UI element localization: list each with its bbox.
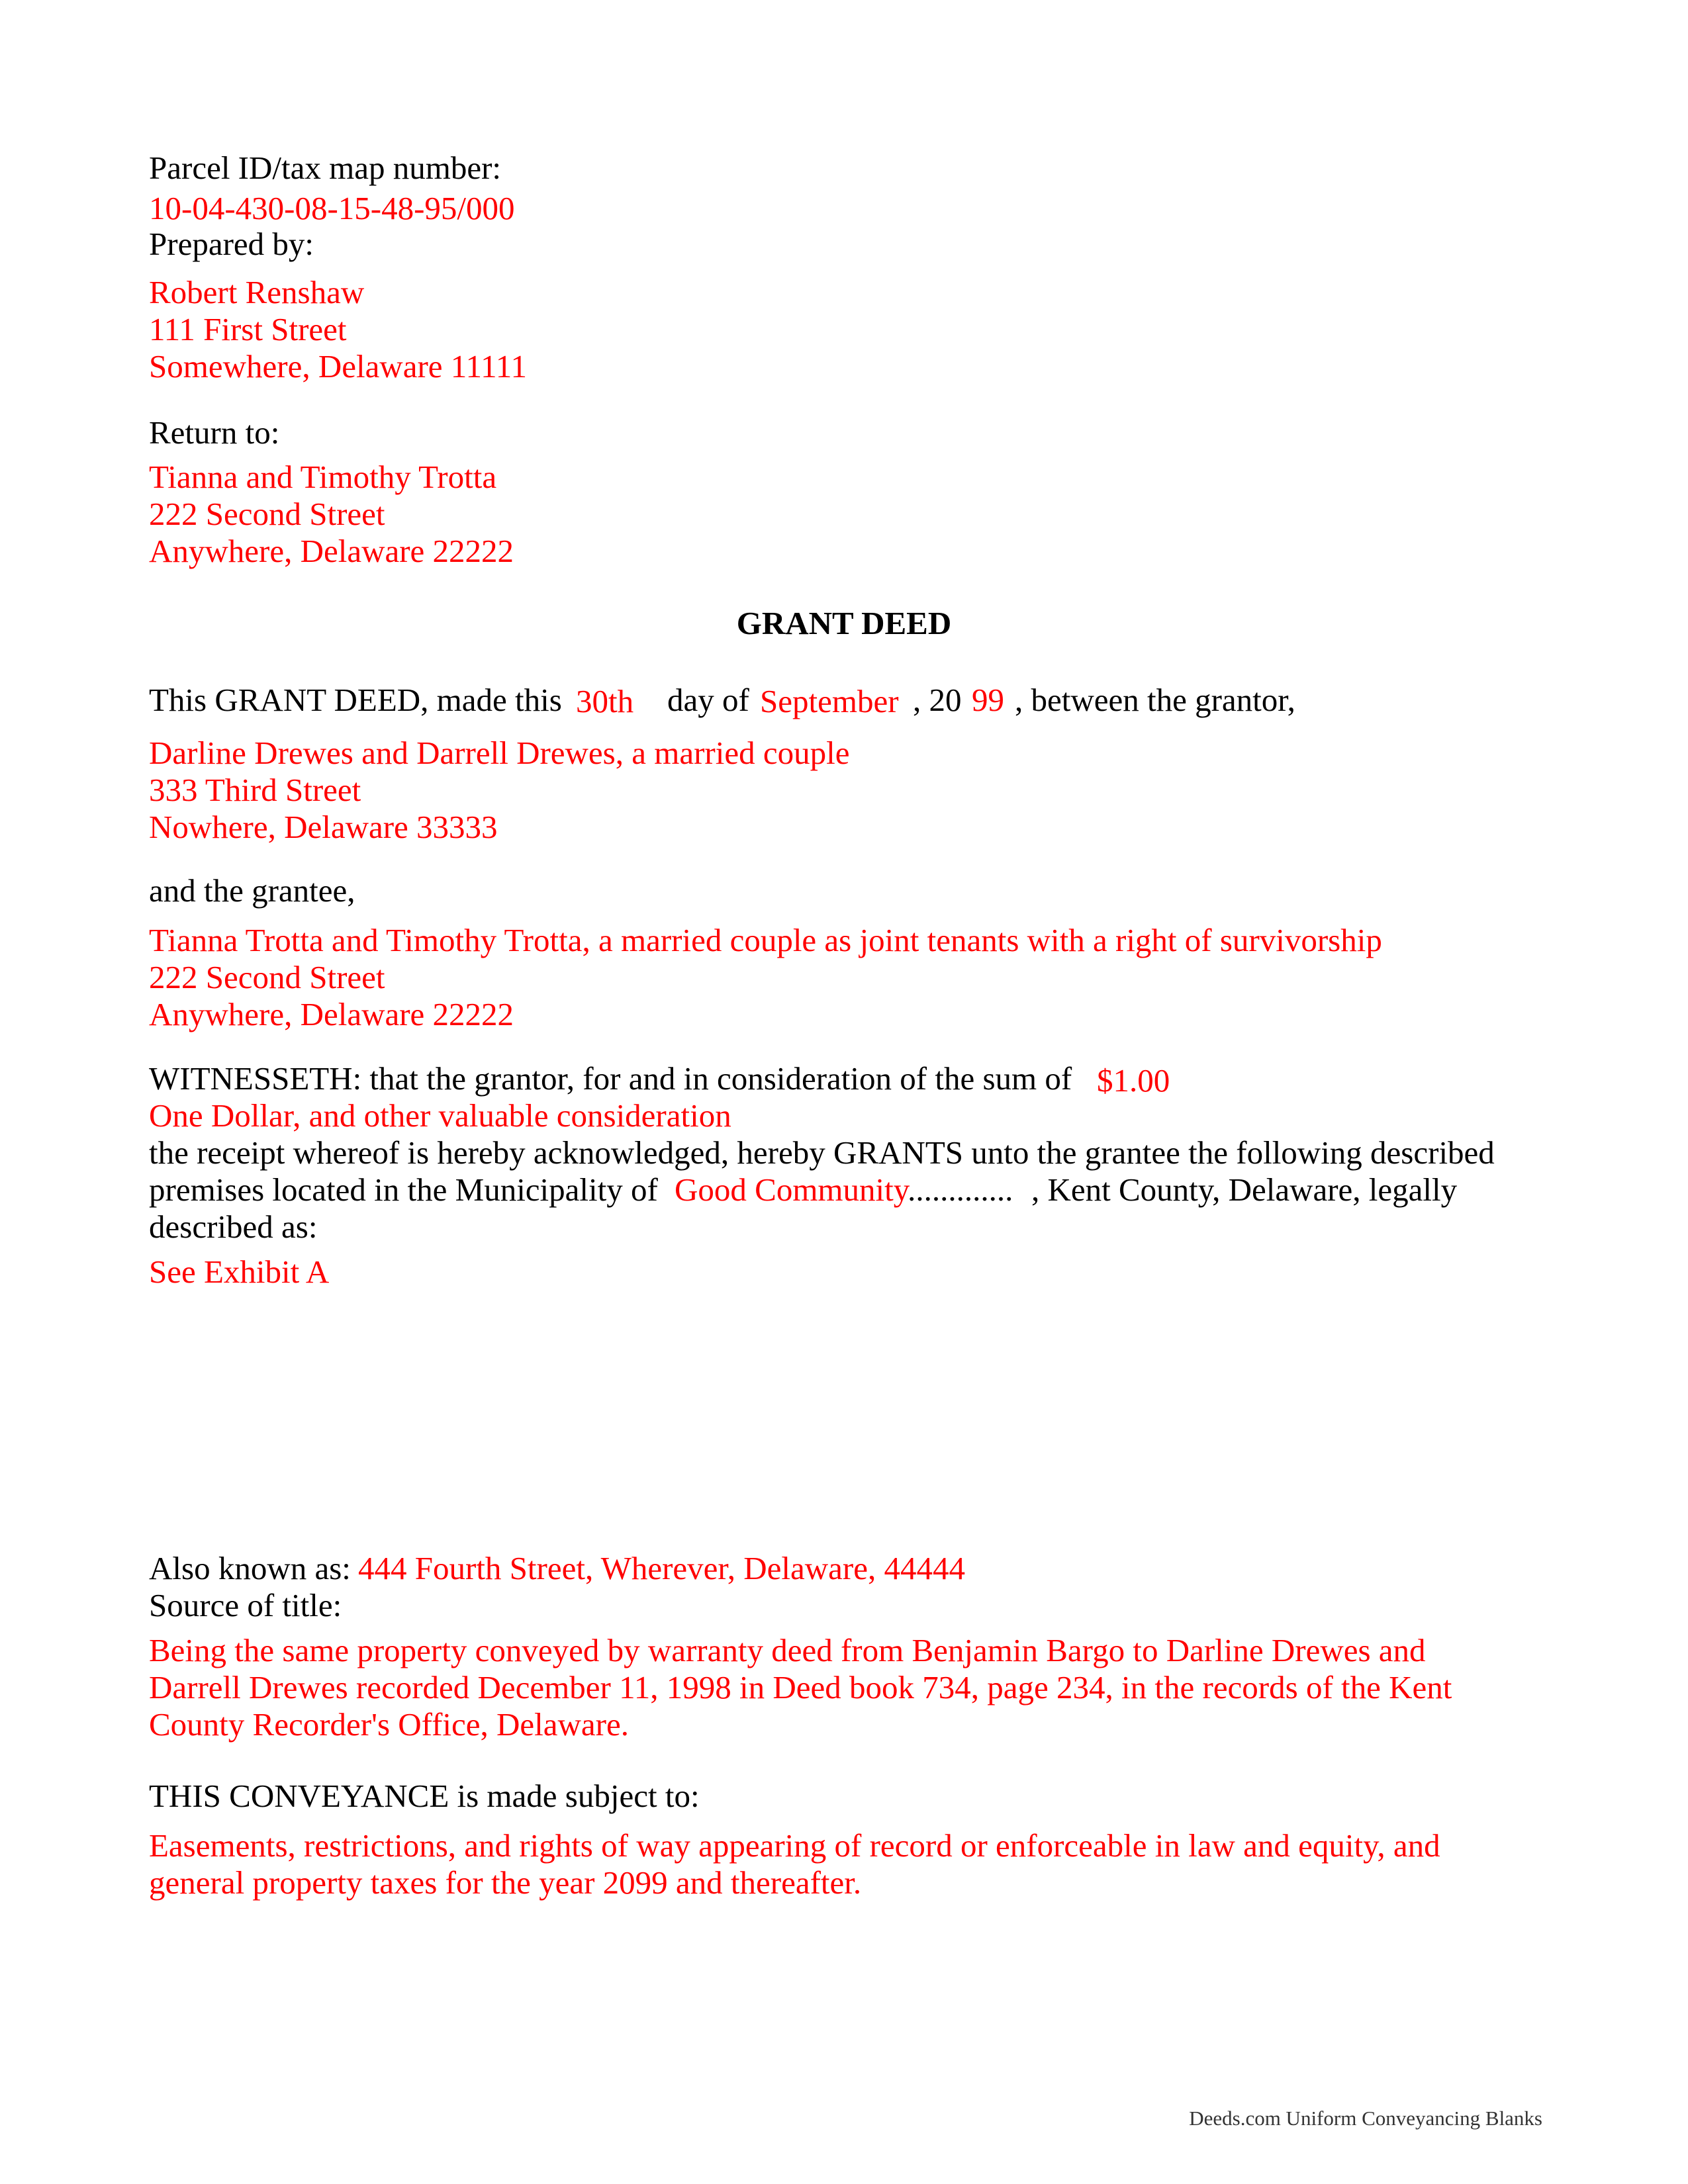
intro-day: 30th	[576, 683, 634, 719]
prepared-by-street: 111 First Street	[149, 311, 347, 347]
witness-text-1: WITNESSETH: that the grantor, for and in consideration of the sum of	[149, 1060, 1072, 1097]
conveyance-line-1: Easements, restrictions, and rights of way appearing of record or enforceable in law and equity, and	[149, 1827, 1440, 1864]
return-to-street: 222 Second Street	[149, 496, 385, 532]
intro-year: 99	[972, 682, 1004, 718]
grantor-street: 333 Third Street	[149, 772, 361, 808]
document-title: GRANT DEED	[736, 605, 952, 641]
conveyance-line-2: general property taxes for the year 2099 and thereafter.	[149, 1864, 862, 1901]
return-to-name: Tianna and Timothy Trotta	[149, 459, 497, 495]
source-line-1: Being the same property conveyed by warranty deed from Benjamin Bargo to Darline Drewes and	[149, 1632, 1426, 1668]
intro-text-4: , between the grantor,	[1015, 682, 1295, 718]
grantee-street: 222 Second Street	[149, 959, 385, 995]
municipality-value: Good Community	[675, 1171, 908, 1208]
witness-text-2: the receipt whereof is hereby acknowledged, hereby GRANTS unto the grantee the following described	[149, 1134, 1495, 1171]
witness-text-3: premises located in the Municipality of	[149, 1171, 658, 1208]
source-label: Source of title:	[149, 1587, 342, 1623]
municipality-dots: .............	[908, 1171, 1013, 1208]
grantee-label: and the grantee,	[149, 872, 355, 909]
grantee-name: Tianna Trotta and Timothy Trotta, a married couple as joint tenants with a right of survivorship	[149, 922, 1382, 958]
legal-description: See Exhibit A	[149, 1253, 330, 1290]
return-to-label: Return to:	[149, 414, 280, 451]
consideration-words: One Dollar, and other valuable consideration	[149, 1097, 731, 1134]
intro-text-3: , 20	[913, 682, 962, 718]
aka-value: 444 Fourth Street, Wherever, Delaware, 44444	[358, 1550, 965, 1586]
grantor-name: Darline Drewes and Darrell Drewes, a married couple	[149, 735, 850, 771]
intro-text-2: day of	[667, 682, 749, 718]
prepared-by-city: Somewhere, Delaware 11111	[149, 348, 527, 385]
footer-brand: Deeds.com Uniform Conveyancing Blanks	[1189, 2107, 1542, 2130]
return-to-city: Anywhere, Delaware 22222	[149, 533, 514, 569]
intro-text-1: This GRANT DEED, made this	[149, 682, 562, 718]
source-line-3: County Recorder's Office, Delaware.	[149, 1706, 629, 1743]
aka-label: Also known as:	[149, 1550, 351, 1586]
witness-text-5: described as:	[149, 1208, 318, 1245]
prepared-by-label: Prepared by:	[149, 226, 314, 262]
source-line-2: Darrell Drewes recorded December 11, 1998 in Deed book 734, page 234, in the records of the Kent	[149, 1669, 1452, 1706]
consideration-amount: $1.00	[1097, 1062, 1170, 1099]
parcel-value: 10-04-430-08-15-48-95/000	[149, 190, 515, 226]
prepared-by-name: Robert Renshaw	[149, 274, 365, 310]
grantee-city: Anywhere, Delaware 22222	[149, 996, 514, 1032]
conveyance-label: THIS CONVEYANCE is made subject to:	[149, 1778, 700, 1814]
witness-text-4: , Kent County, Delaware, legally	[1031, 1171, 1458, 1208]
municipality-field	[675, 1171, 1013, 1208]
grantor-city: Nowhere, Delaware 33333	[149, 809, 498, 845]
intro-month: September	[760, 683, 899, 719]
parcel-label: Parcel ID/tax map number:	[149, 150, 502, 186]
